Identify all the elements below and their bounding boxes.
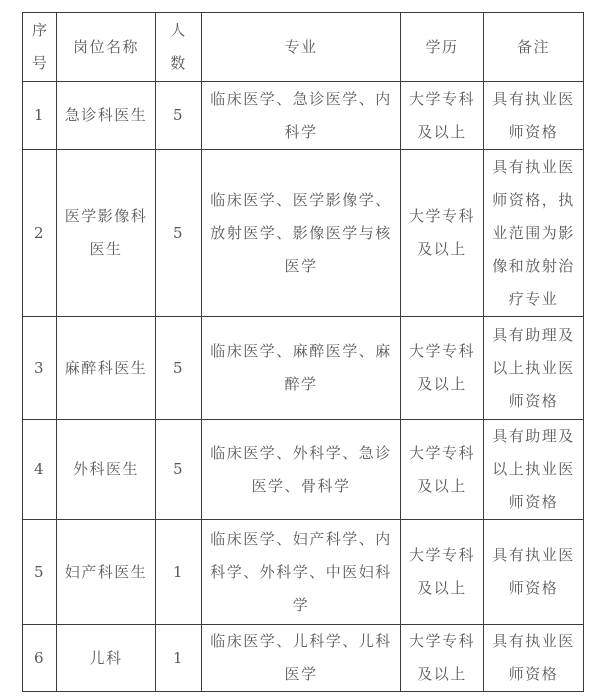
cell-position: 医学影像科医生: [57, 150, 156, 317]
cell-education: 大学专科及以上: [401, 420, 484, 520]
cell-major: 临床医学、麻醉医学、麻醉学: [202, 317, 401, 420]
cell-position: 儿科: [57, 625, 156, 692]
table-row: [23, 625, 584, 692]
cell-count: 1: [156, 520, 202, 625]
cell-education: 大学专科及以上: [401, 520, 484, 625]
table-row: [23, 520, 584, 625]
table-row: [23, 82, 584, 150]
cell-note: 具有执业医师资格: [484, 82, 584, 150]
table-header-row: [23, 13, 584, 82]
cell-no: 3: [23, 317, 57, 420]
job-positions-table: [22, 12, 584, 692]
cell-no: 2: [23, 150, 57, 317]
cell-count: 5: [156, 82, 202, 150]
cell-major: 临床医学、妇产科学、内科学、外科学、中医妇科学: [202, 520, 401, 625]
cell-education: 大学专科及以上: [401, 625, 484, 692]
table-row: [23, 150, 584, 317]
cell-position: 妇产科医生: [57, 520, 156, 625]
cell-position: 外科医生: [57, 420, 156, 520]
header-major: 专业: [202, 13, 401, 82]
cell-education: 大学专科及以上: [401, 82, 484, 150]
cell-no: 4: [23, 420, 57, 520]
cell-major: 临床医学、外科学、急诊医学、骨科学: [202, 420, 401, 520]
cell-count: 5: [156, 317, 202, 420]
cell-note: 具有助理及以上执业医师资格: [484, 420, 584, 520]
cell-count: 1: [156, 625, 202, 692]
cell-education: 大学专科及以上: [401, 317, 484, 420]
cell-no: 5: [23, 520, 57, 625]
cell-note: 具有执业医师资格，执业范围为影像和放射治疗专业: [484, 150, 584, 317]
cell-count: 5: [156, 420, 202, 520]
cell-no: 6: [23, 625, 57, 692]
header-count: 人数: [156, 13, 202, 82]
cell-position: 急诊科医生: [57, 82, 156, 150]
table-row: [23, 420, 584, 520]
cell-note: 具有执业医师资格: [484, 625, 584, 692]
header-no: 序号: [23, 13, 57, 82]
cell-education: 大学专科及以上: [401, 150, 484, 317]
cell-major: 临床医学、急诊医学、内科学: [202, 82, 401, 150]
cell-no: 1: [23, 82, 57, 150]
cell-note: 具有助理及以上执业医师资格: [484, 317, 584, 420]
cell-position: 麻醉科医生: [57, 317, 156, 420]
header-position: 岗位名称: [57, 13, 156, 82]
header-education: 学历: [401, 13, 484, 82]
cell-major: 临床医学、医学影像学、放射医学、影像医学与核医学: [202, 150, 401, 317]
cell-note: 具有执业医师资格: [484, 520, 584, 625]
header-note: 备注: [484, 13, 584, 82]
cell-count: 5: [156, 150, 202, 317]
cell-major: 临床医学、儿科学、儿科医学: [202, 625, 401, 692]
table-row: [23, 317, 584, 420]
